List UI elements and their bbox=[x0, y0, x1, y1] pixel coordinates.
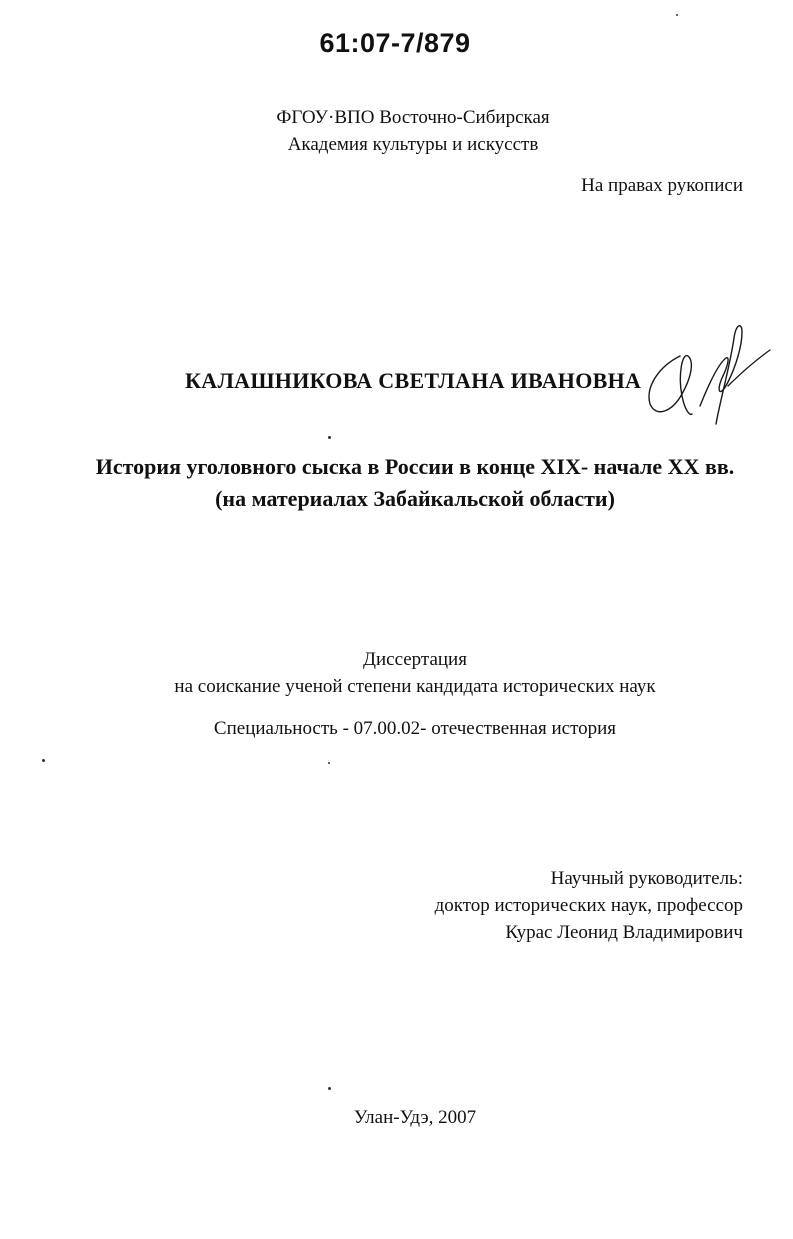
handwritten-signature bbox=[630, 316, 780, 436]
catalog-code: 61:07-7/879 bbox=[319, 28, 471, 58]
scan-speck bbox=[676, 14, 678, 16]
scan-speck bbox=[328, 762, 330, 764]
supervisor-credentials: доктор исторических наук, профессор bbox=[434, 895, 743, 916]
supervisor-block bbox=[435, 865, 743, 946]
thesis-title bbox=[40, 451, 790, 515]
city-year: Улан-Удэ, 2007 bbox=[353, 1107, 477, 1128]
author-name: КАЛАШНИКОВА СВЕТЛАНА ИВАНОВНА bbox=[185, 368, 642, 393]
scan-speck bbox=[328, 1087, 331, 1090]
institution-name bbox=[163, 104, 663, 158]
scan-speck bbox=[42, 759, 45, 762]
supervisor-name: Курас Леонид Владимирович bbox=[505, 922, 743, 943]
thesis-title-line-2: (на материалах Забайкальской области) bbox=[215, 486, 615, 511]
degree-block bbox=[40, 646, 790, 700]
thesis-title-line-1: История уголовного сыска в России в конце XIX- начале XX вв. bbox=[95, 454, 735, 479]
institution-line-2: Академия культуры и искусств bbox=[287, 134, 539, 155]
degree-purpose: на соискание ученой степени кандидата исторических наук bbox=[174, 676, 656, 697]
degree-type: Диссертация bbox=[363, 649, 467, 670]
rights-note: На правах рукописи bbox=[581, 175, 743, 196]
specialty: Специальность - 07.00.02- отечественная история bbox=[213, 718, 617, 739]
scan-speck bbox=[328, 436, 331, 439]
supervisor-heading: Научный руководитель: bbox=[550, 868, 743, 889]
institution-line-1: ФГОУ·ВПО Восточно-Сибирская bbox=[276, 107, 550, 128]
